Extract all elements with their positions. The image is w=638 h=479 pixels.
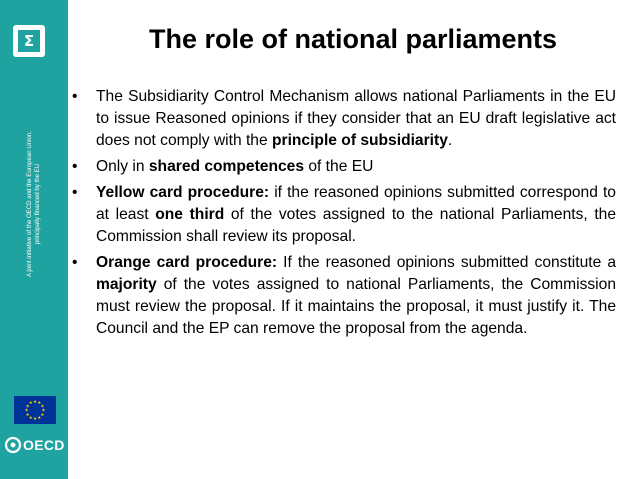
eu-star-icon: ★ bbox=[28, 414, 33, 420]
bullet-text: if the reasoned opinions submitted correspond to at least bbox=[96, 184, 616, 223]
initiative-caption bbox=[26, 74, 42, 334]
bullet-bold-text: Yellow card procedure: bbox=[96, 184, 270, 201]
bullet-text: . bbox=[447, 132, 453, 149]
eu-star-icon: ★ bbox=[25, 411, 30, 417]
bullet-text: of the votes assigned to the national Parliaments, the Commission shall review its proposal. bbox=[96, 206, 617, 245]
oecd-label: OECD bbox=[23, 437, 65, 453]
eu-star-icon: ★ bbox=[32, 399, 38, 405]
bullet-bold-text: shared competences bbox=[148, 158, 305, 175]
bullet-text: Only in bbox=[96, 158, 149, 175]
eu-star-icon: ★ bbox=[40, 403, 45, 409]
bullet-item bbox=[70, 252, 616, 340]
bullet-bold-text: one third bbox=[155, 206, 225, 223]
bullet-bold-text: majority bbox=[96, 276, 157, 293]
eu-star-icon: ★ bbox=[28, 400, 33, 406]
bullet-item bbox=[70, 156, 616, 178]
bullet-item bbox=[70, 182, 616, 248]
slide-title: The role of national parliaments bbox=[148, 24, 558, 54]
bullet-item bbox=[70, 86, 616, 152]
bullet-text: of the EU bbox=[304, 158, 374, 175]
bullet-bold-text: principle of subsidiarity bbox=[271, 132, 448, 149]
oecd-logo bbox=[4, 434, 66, 456]
eu-star-icon: ★ bbox=[37, 400, 42, 406]
bullet-bold-text: Orange card procedure: bbox=[96, 254, 278, 271]
eu-star-icon: ★ bbox=[41, 407, 46, 413]
sidebar bbox=[0, 0, 68, 479]
bullet-text: of the votes assigned to national Parliaments, the Commission must review the proposal. If it maintains the proposal, it must justify it. The Council and the EP can remove the proposal from the agenda. bbox=[96, 276, 616, 337]
eu-star-icon: ★ bbox=[37, 414, 42, 420]
bullet-text: If the reasoned opinions submitted constitute a bbox=[277, 254, 616, 271]
eu-star-icon: ★ bbox=[32, 416, 38, 422]
sigma-logo bbox=[13, 25, 45, 57]
initiative-caption-line2: principally financed by the EU bbox=[34, 163, 41, 245]
bullet-text: The Subsidiarity Control Mechanism allows national Parliaments in the EU to issue Reasoned opinions if they consider that an EU draft legislative act does not comply with the bbox=[96, 88, 616, 149]
eu-star-icon: ★ bbox=[25, 403, 30, 409]
oecd-mark-icon bbox=[4, 434, 22, 456]
initiative-caption-line1: A joint initiative of the OECD and the European Union, bbox=[26, 131, 33, 277]
eu-star-icon: ★ bbox=[40, 411, 45, 417]
bullet-list bbox=[70, 86, 616, 344]
sigma-icon: Σ bbox=[18, 30, 40, 52]
eu-star-icon: ★ bbox=[24, 407, 29, 413]
eu-flag-icon bbox=[14, 396, 56, 424]
